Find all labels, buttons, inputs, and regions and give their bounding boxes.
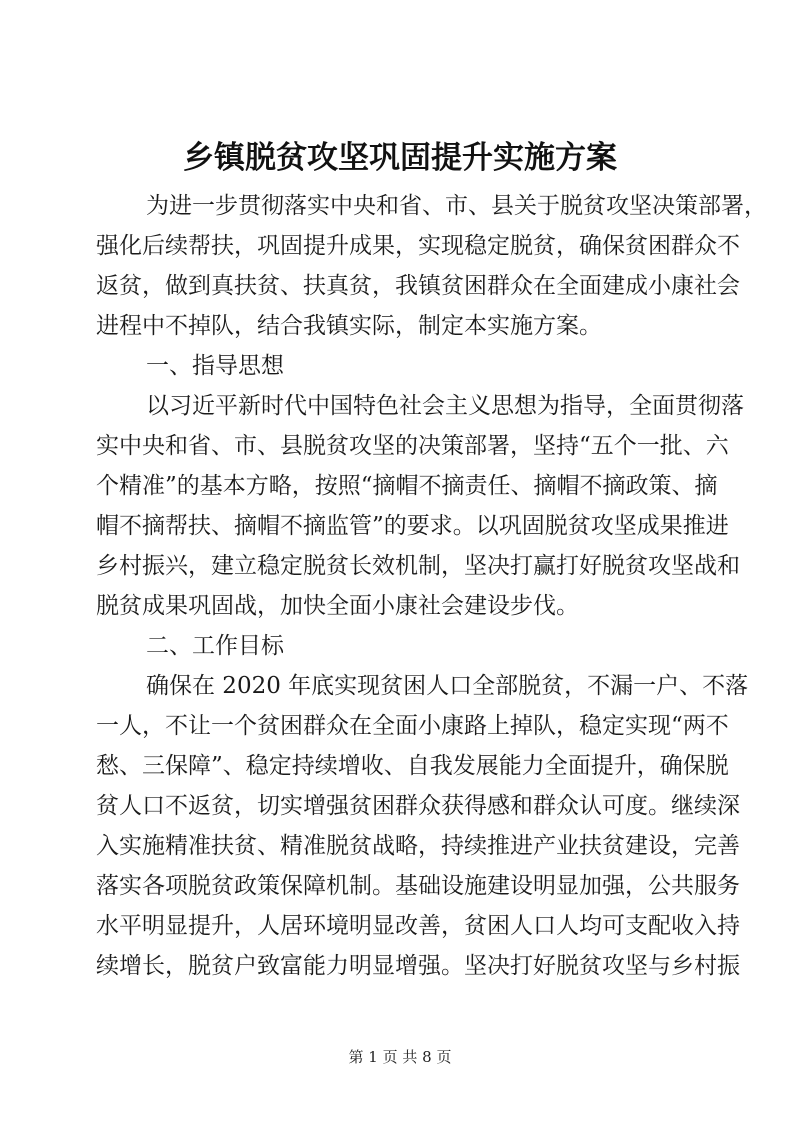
section1-line: 实中央和省、市、县脱贫攻坚的决策部署，坚持“五个一批、六 (96, 433, 729, 459)
page-number-footer: 第 1 页 共 8 页 (348, 1048, 452, 1066)
section2-line: 落实各项脱贫政策保障机制。基础设施建设明显加强，公共服务 (96, 873, 740, 899)
section1-line: 以习近平新时代中国特色社会主义思想为指导，全面贯彻落 (146, 393, 744, 419)
intro-line: 强化后续帮扶，巩固提升成果，实现稳定脱贫，确保贫困群众不 (96, 233, 740, 259)
section1-line: 个精准”的基本方略，按照“摘帽不摘责任、摘帽不摘政策、摘 (96, 473, 718, 499)
section2-line: 续增长，脱贫户致富能力明显增强。坚决打好脱贫攻坚与乡村振 (96, 953, 740, 979)
intro-line: 进程中不掉队，结合我镇实际，制定本实施方案。 (96, 313, 602, 339)
section2-line: 愁、三保障”、稳定持续增收、自我发展能力全面提升，确保脱 (96, 753, 729, 779)
section2-line: 一人，不让一个贫困群众在全面小康路上掉队，稳定实现“两不 (96, 713, 729, 739)
section2-line: 水平明显提升，人居环境明显改善，贫困人口人均可支配收入持 (96, 913, 740, 939)
section2-line: 入实施精准扶贫、精准脱贫战略，持续推进产业扶贫建设，完善 (96, 833, 740, 859)
intro-line: 为进一步贯彻落实中央和省、市、县关于脱贫攻坚决策部署， (146, 193, 767, 219)
intro-line: 返贫，做到真扶贫、扶真贫，我镇贫困群众在全面建成小康社会 (96, 273, 740, 299)
document-title: 乡镇脱贫攻坚巩固提升实施方案 (183, 140, 617, 176)
section1-line: 脱贫成果巩固战，加快全面小康社会建设步伐。 (96, 593, 579, 619)
section-heading-work-goals: 二、工作目标 (146, 633, 284, 659)
section2-line: 贫人口不返贫，切实增强贫困群众获得感和群众认可度。继续深 (96, 793, 740, 819)
section-heading-guiding-ideology: 一、指导思想 (146, 353, 284, 379)
section1-line: 乡村振兴，建立稳定脱贫长效机制，坚决打赢打好脱贫攻坚战和 (96, 553, 740, 579)
section1-line: 帽不摘帮扶、摘帽不摘监管”的要求。以巩固脱贫攻坚成果推进 (96, 513, 729, 539)
section2-line: 确保在 2020 年底实现贫困人口全部脱贫，不漏一户、不落 (146, 673, 749, 699)
